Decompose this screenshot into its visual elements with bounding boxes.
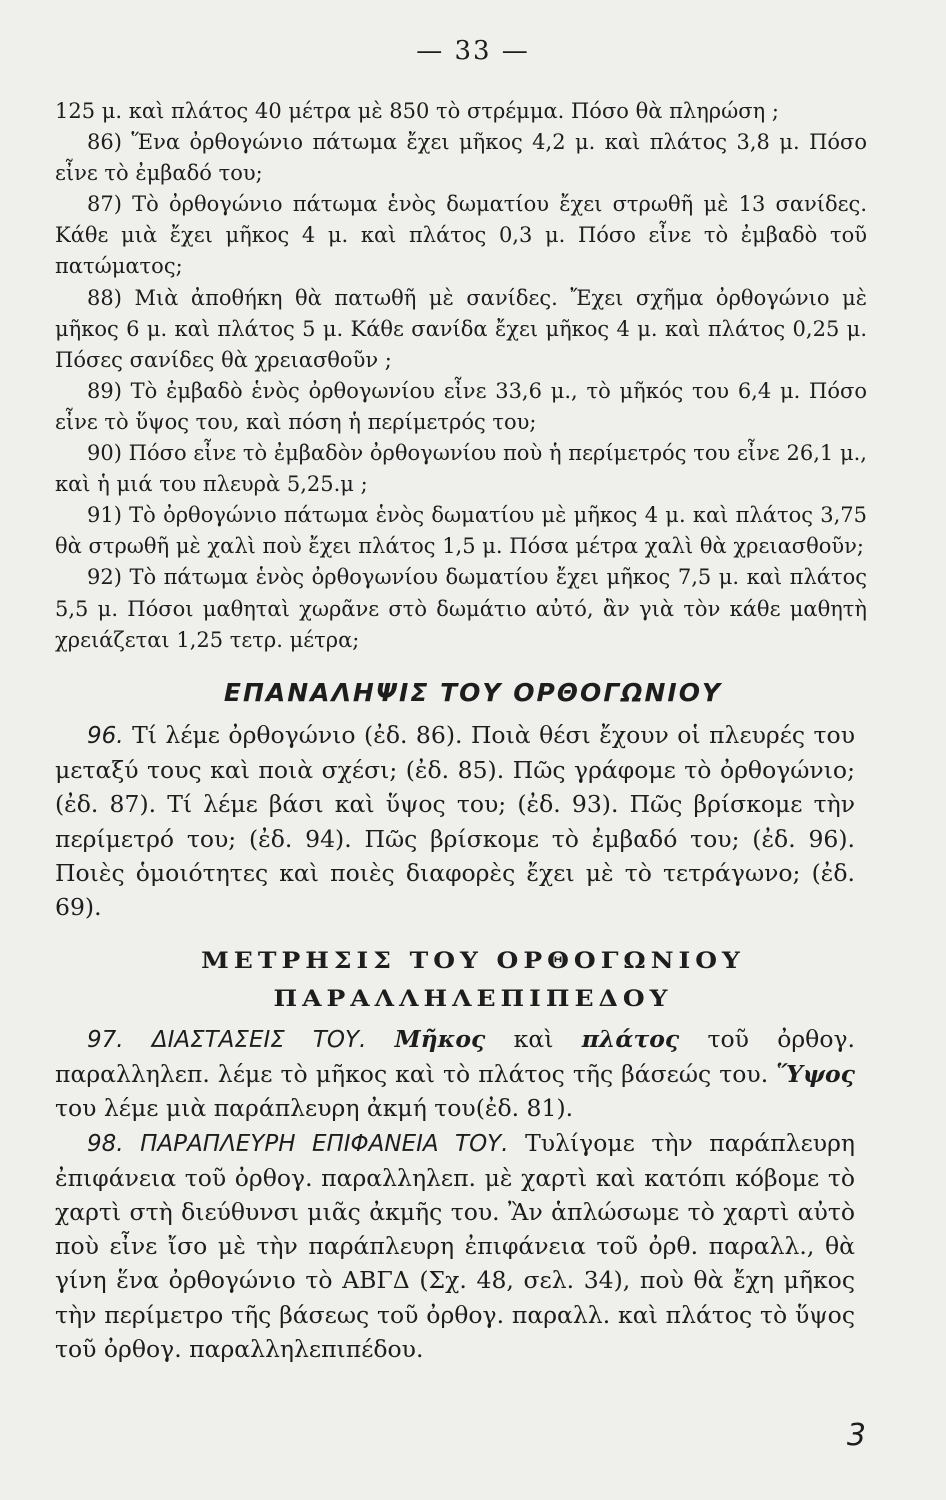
section-98 bbox=[55, 1126, 855, 1366]
section-number-96: 96. bbox=[87, 723, 124, 749]
section-98-title: ΠΑΡΑΠΛΕΥΡΗ ΕΠΙΦΑΝΕΙΑ ΤΟΥ. bbox=[140, 1130, 509, 1157]
section-97-text-2: του λέμε μιὰ παράπλευρη ἀκμή του(ἐδ. 81). bbox=[55, 1094, 574, 1123]
exercise-89: 89) Τὸ ἐμβαδὸ ἑνὸς ὀρθογωνίου εἶνε 33,6 μ., τὸ μῆκός του 6,4 μ. Πόσο εἶνε τὸ ὕψος του, καὶ πόση ἡ περίμετρός του; bbox=[55, 378, 867, 434]
section-97-title: ΔΙΑΣΤΑΣΕΙΣ ΤΟΥ. bbox=[151, 1027, 367, 1053]
section-97-conj: καὶ bbox=[513, 1025, 554, 1053]
section-number-97: 97. bbox=[87, 1027, 124, 1053]
exercise-90: 90) Πόσο εἶνε τὸ ἐμβαδὸν ὀρθογωνίου ποὺ ἡ περίμετρός του εἶνε 26,1 μ., καὶ ἡ μιά του πλευρὰ 5,25.μ ; bbox=[55, 441, 867, 497]
measure-heading-line2: ΠΑΡΑΛΛΗΛΕΠΙΠΕΔΟΥ bbox=[273, 985, 673, 1012]
review-text: Τί λέμε ὀρθογώνιο (ἐδ. 86). Ποιὰ θέσι ἔχουν οἱ πλευρές του μεταξύ τους καὶ ποιὰ σχέσι; (ἐδ. 85). Πῶς γράφομε τὸ ὀρθογώνιο; (ἐδ. 87). Τί λέμε βάσι καὶ ὕψος του; (ἐδ. 93). Πῶς βρίσκομε τὴν περίμετρό του; (ἐδ. 94). Πῶς βρίσκομε τὸ ἐμβαδό του; (ἐδ. 96). Ποιὲς ὁμοιότητες καὶ ποιὲς διαφορὲς ἔχει μὲ τὸ τετράγωνο; (ἐδ. 69). bbox=[55, 721, 855, 922]
section-98-text: Τυλίγομε τὴν παράπλευρη ἐπιφάνεια τοῦ ὀρθογ. παραλληλεπ. μὲ χαρτὶ καὶ κατόπι κόβομε τὸ χαρτὶ στὴ διεύθυνσι μιᾶς ἀκμῆς του. Ἂν ἁπλώσωμε τὸ χαρτὶ αὐτὸ ποὺ εἶνε ἴσο μὲ τὴν παράπλευρη ἐπιφάνεια τοῦ ὀρθ. παραλλ., θὰ γίνη ἕνα ὀρθογώνιο τὸ ΑΒΓΔ (Σχ. 48, σελ. 34), ποὺ θὰ ἔχη μῆκος τὴν περίμετρο τῆς βάσεως τοῦ ὀρθογ. παραλλ. καὶ πλάτος τὸ ὕψος τοῦ ὀρθογ. παραλληλεπιπέδου. bbox=[55, 1128, 855, 1363]
exercise-list bbox=[55, 96, 867, 656]
term-height: Ὕψος bbox=[776, 1060, 855, 1089]
review-heading: ΕΠΑΝΑΛΗΨΙΣ ΤΟΥ ΟΡΘΟΓΩΝΙΟΥ bbox=[223, 678, 723, 707]
review-section bbox=[55, 718, 855, 924]
measure-heading-line1: ΜΕΤΡΗΣΙΣ ΤΟΥ ΟΡΘΟΓΩΝΙΟΥ bbox=[201, 947, 745, 974]
section-number-98: 98. bbox=[87, 1130, 124, 1157]
section-97-text-1: τοῦ ὀρθογ. παραλληλεπ. λέμε τὸ μῆκος καὶ τὸ πλάτος τῆς βάσεώς του. bbox=[55, 1025, 855, 1089]
exercise-92: 92) Τὸ πάτωμα ἑνὸς ὀρθογωνίου δωματίου ἔχει μῆκος 7,5 μ. καὶ πλάτος 5,5 μ. Πόσοι μαθηταὶ χωρᾶνε στὸ δωμάτιο αὐτό, ἂν γιὰ τὸν κάθε μαθητὴ χρειάζεται 1,25 τετρ. μέτρα; bbox=[55, 565, 867, 652]
term-width: πλάτος bbox=[581, 1025, 680, 1053]
exercise-91: 91) Τὸ ὀρθογώνιο πάτωμα ἑνὸς δωματίου μὲ μῆκος 4 μ. καὶ πλάτος 3,75 θὰ στρωθῆ μὲ χαλὶ ποὺ ἔχει πλάτος 1,5 μ. Πόσα μέτρα χαλὶ θὰ χρειασθοῦν; bbox=[55, 503, 867, 559]
exercise-85-continuation: 125 μ. καὶ πλάτος 40 μέτρα μὲ 850 τὸ στρέμμα. Πόσο θὰ πληρώση ; bbox=[55, 99, 779, 123]
signature-mark: 3 bbox=[846, 1418, 866, 1453]
exercise-87: 87) Τὸ ὀρθογώνιο πάτωμα ἑνὸς δωματίου ἔχει στρωθῆ μὲ 13 σανίδες. Κάθε μιὰ ἔχει μῆκος 4 μ. καὶ πλάτος 0,3 μ. Πόσο εἶνε τὸ ἐμβαδὸ τοῦ πατώματος; bbox=[55, 192, 867, 279]
exercise-86: 86) Ἕνα ὀρθογώνιο πάτωμα ἔχει μῆκος 4,2 μ. καὶ πλάτος 3,8 μ. Πόσο εἶνε τὸ ἐμβαδό του; bbox=[55, 130, 867, 186]
term-length: Μῆκος bbox=[394, 1025, 486, 1053]
section-97 bbox=[55, 1022, 855, 1126]
page-number: — 33 — bbox=[416, 36, 530, 66]
exercise-88: 88) Μιὰ ἀποθήκη θὰ πατωθῆ μὲ σανίδες. Ἔχει σχῆμα ὀρθογώνιο μὲ μῆκος 6 μ. καὶ πλάτος 5 μ. Κάθε σανίδα ἔχει μῆκος 4 μ. καὶ πλάτος 0,25 μ. Πόσες σανίδες θὰ χρειασθοῦν ; bbox=[55, 285, 867, 372]
sections-97-98 bbox=[55, 1022, 855, 1366]
